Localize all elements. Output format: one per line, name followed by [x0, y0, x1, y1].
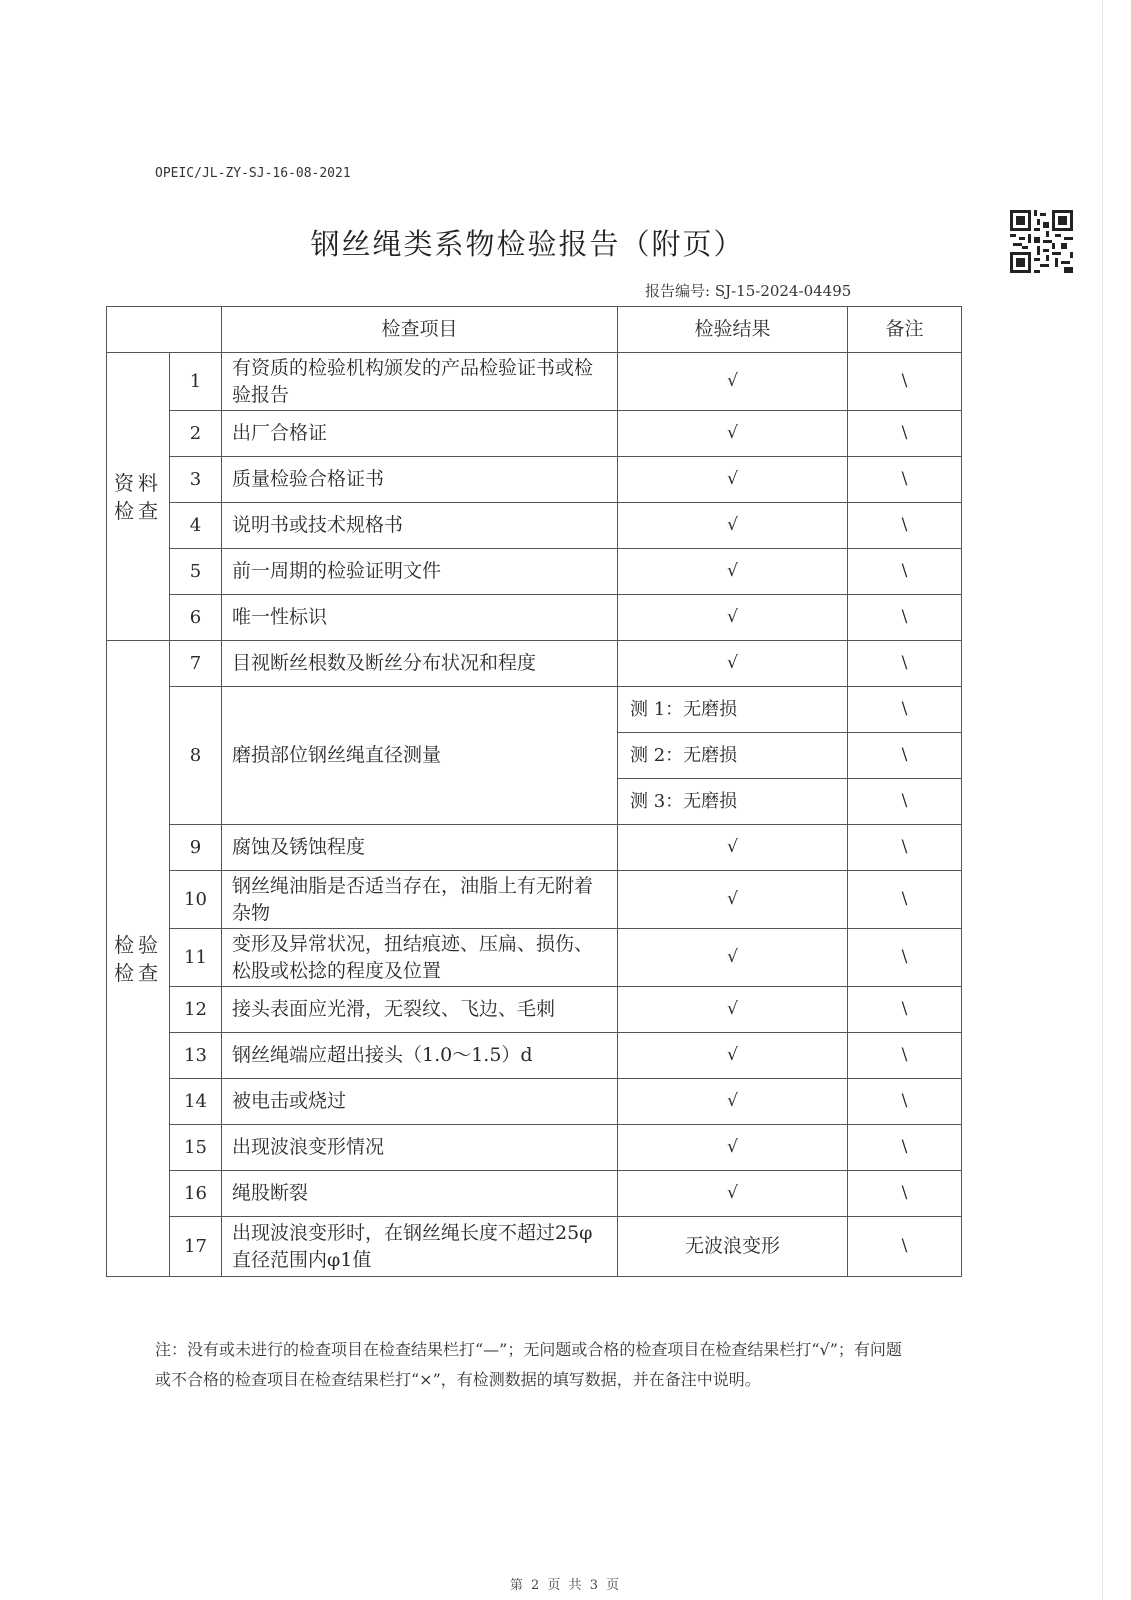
row-result: √	[618, 641, 848, 687]
page-edge	[1102, 0, 1103, 1600]
row-number: 17	[170, 1217, 222, 1277]
table-row	[107, 595, 962, 641]
row-number: 12	[170, 987, 222, 1033]
row-item: 绳股断裂	[222, 1171, 618, 1217]
table-row	[107, 987, 962, 1033]
qr-code-icon	[1010, 210, 1073, 273]
row-result: √	[618, 825, 848, 871]
row-number: 6	[170, 595, 222, 641]
row-result: √	[618, 549, 848, 595]
row-item: 磨损部位钢丝绳直径测量	[222, 687, 618, 825]
row-remark: \	[848, 503, 962, 549]
row-number: 9	[170, 825, 222, 871]
document-code: OPEIC/JL-ZY-SJ-16-08-2021	[155, 166, 351, 181]
row-result: 无波浪变形	[618, 1217, 848, 1277]
row-result: √	[618, 987, 848, 1033]
row-item: 钢丝绳油脂是否适当存在，油脂上有无附着杂物	[222, 871, 618, 929]
row-remark: \	[848, 411, 962, 457]
section-label-documents: 资料 检查	[107, 353, 170, 641]
row-item: 腐蚀及锈蚀程度	[222, 825, 618, 871]
row-item: 钢丝绳端应超出接头（1.0～1.5）d	[222, 1033, 618, 1079]
row-remark: \	[848, 1171, 962, 1217]
table-row	[107, 871, 962, 929]
table-row	[107, 411, 962, 457]
row-subresult: 测 1：无磨损	[618, 687, 848, 733]
row-remark: \	[848, 1033, 962, 1079]
row-result: √	[618, 1079, 848, 1125]
table-row	[107, 641, 962, 687]
row-remark: \	[848, 779, 962, 825]
row-result: √	[618, 503, 848, 549]
table-row	[107, 687, 962, 733]
row-item: 说明书或技术规格书	[222, 503, 618, 549]
table-row	[107, 825, 962, 871]
page-title: 钢丝绳类系物检验报告（附页）	[310, 227, 745, 261]
header-blank-cell	[107, 307, 222, 353]
inspection-table	[106, 306, 962, 1277]
row-item: 出现波浪变形情况	[222, 1125, 618, 1171]
footnote: 注：没有或未进行的检查项目在检查结果栏打“—”；无问题或合格的检查项目在检查结果栏打“√”；有问题或不合格的检查项目在检查结果栏打“×”，有检测数据的填写数据，并在备注中说明。	[155, 1340, 902, 1389]
row-number: 10	[170, 871, 222, 929]
row-remark: \	[848, 1217, 962, 1277]
row-number: 1	[170, 353, 222, 411]
row-result: √	[618, 353, 848, 411]
row-number: 2	[170, 411, 222, 457]
section-label-inspection: 检验 检查	[107, 641, 170, 1277]
report-number: 报告编号: SJ-15-2024-04495	[645, 282, 852, 300]
row-item: 出厂合格证	[222, 411, 618, 457]
row-result: √	[618, 929, 848, 987]
row-remark: \	[848, 353, 962, 411]
row-remark: \	[848, 641, 962, 687]
table-row	[107, 1079, 962, 1125]
row-subresult: 测 3：无磨损	[618, 779, 848, 825]
row-result: √	[618, 595, 848, 641]
table-row	[107, 1033, 962, 1079]
row-item: 目视断丝根数及断丝分布状况和程度	[222, 641, 618, 687]
row-number: 11	[170, 929, 222, 987]
table-row	[107, 1171, 962, 1217]
row-remark: \	[848, 1125, 962, 1171]
row-number: 8	[170, 687, 222, 825]
table-row	[107, 1125, 962, 1171]
table-row	[107, 1217, 962, 1277]
row-remark: \	[848, 457, 962, 503]
row-number: 7	[170, 641, 222, 687]
row-result: √	[618, 871, 848, 929]
page-number: 第 2 页 共 3 页	[509, 1578, 622, 1593]
header-result: 检验结果	[618, 307, 848, 353]
row-item: 出现波浪变形时，在钢丝绳长度不超过25φ直径范围内φ1值	[222, 1217, 618, 1277]
row-number: 5	[170, 549, 222, 595]
row-subresult: 测 2：无磨损	[618, 733, 848, 779]
row-remark: \	[848, 1079, 962, 1125]
row-result: √	[618, 1125, 848, 1171]
row-number: 4	[170, 503, 222, 549]
row-number: 16	[170, 1171, 222, 1217]
row-number: 15	[170, 1125, 222, 1171]
row-number: 14	[170, 1079, 222, 1125]
row-number: 13	[170, 1033, 222, 1079]
table-row	[107, 353, 962, 411]
row-remark: \	[848, 929, 962, 987]
row-item: 质量检验合格证书	[222, 457, 618, 503]
row-remark: \	[848, 549, 962, 595]
row-result: √	[618, 1171, 848, 1217]
row-remark: \	[848, 595, 962, 641]
row-result: √	[618, 1033, 848, 1079]
header-remark: 备注	[848, 307, 962, 353]
table-row	[107, 457, 962, 503]
table-row	[107, 503, 962, 549]
table-row	[107, 929, 962, 987]
header-item: 检查项目	[222, 307, 618, 353]
row-remark: \	[848, 687, 962, 733]
row-item: 前一周期的检验证明文件	[222, 549, 618, 595]
row-item: 被电击或烧过	[222, 1079, 618, 1125]
row-item: 接头表面应光滑，无裂纹、飞边、毛刺	[222, 987, 618, 1033]
row-remark: \	[848, 733, 962, 779]
row-number: 3	[170, 457, 222, 503]
table-row	[107, 549, 962, 595]
row-result: √	[618, 411, 848, 457]
row-remark: \	[848, 871, 962, 929]
row-remark: \	[848, 825, 962, 871]
row-item: 唯一性标识	[222, 595, 618, 641]
row-item: 变形及异常状况，扭结痕迹、压扁、损伤、松股或松捻的程度及位置	[222, 929, 618, 987]
row-remark: \	[848, 987, 962, 1033]
row-item: 有资质的检验机构颁发的产品检验证书或检验报告	[222, 353, 618, 411]
row-result: √	[618, 457, 848, 503]
